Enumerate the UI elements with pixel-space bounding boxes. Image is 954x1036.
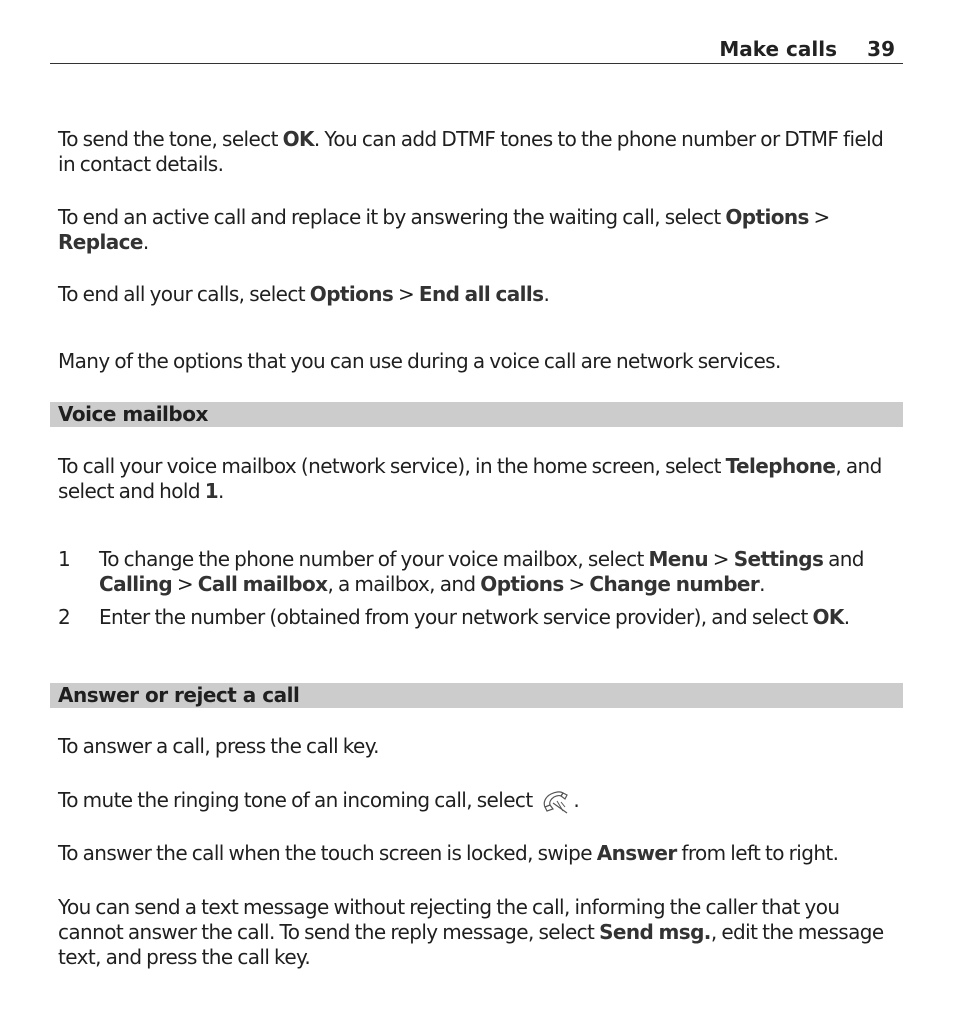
paragraph-mute-ringing: To mute the ringing tone of an incoming call, select . — [58, 787, 903, 815]
answer-keyword: Answer — [596, 841, 677, 865]
paragraph-send-tone: To send the tone, select OK. You can add DTMF tones to the phone number or DTMF field in contact details. — [58, 127, 884, 176]
section-title: Voice mailbox — [58, 402, 208, 426]
end-all-calls-keyword: End all calls — [418, 282, 544, 306]
paragraph-answer-call: To answer a call, press the call key. — [58, 734, 379, 758]
replace-keyword: Replace — [58, 230, 143, 254]
list-item — [58, 547, 903, 599]
send-msg-keyword: Send msg. — [599, 920, 711, 944]
paragraph-locked-answer: To answer the call when the touch screen is locked, swipe Answer from left to right. — [58, 841, 839, 865]
options-keyword: Options — [725, 205, 809, 229]
page-number: 39 — [867, 37, 895, 61]
page-header — [50, 36, 903, 64]
paragraph-call-mailbox: To call your voice mailbox (network service), in the home screen, select Telephone, and select and hold 1. — [58, 454, 882, 503]
step-number: 2 — [58, 605, 71, 629]
ok-keyword: OK — [282, 127, 314, 151]
step-text: Enter the number (obtained from your network service provider), and select OK. — [99, 605, 850, 629]
step-number: 1 — [58, 547, 71, 571]
paragraph-send-message: You can send a text message without rejecting the call, informing the caller that you cannot answer the call. To send the reply message, select Send msg., edit the message text, and press the call key. — [58, 895, 884, 969]
section-heading-answer-reject — [50, 683, 903, 708]
options-keyword: Options — [309, 282, 394, 306]
silence-phone-icon — [539, 787, 571, 815]
list-item — [58, 605, 903, 657]
paragraph-end-all: To end all your calls, select Options > End all calls. — [58, 282, 550, 306]
paragraph-replace-call: To end an active call and replace it by answering the waiting call, select Options > Replace. — [58, 205, 830, 254]
step-text: To change the phone number of your voice mailbox, select Menu > Settings and Calling > Call mailbox, a mailbox, and Options > Change number. — [99, 547, 864, 596]
section-title: Answer or reject a call — [58, 683, 300, 707]
section-heading-voice-mailbox — [50, 402, 903, 427]
paragraph-network-services: Many of the options that you can use during a voice call are network services. — [58, 349, 781, 373]
chapter-title: Make calls — [719, 37, 837, 61]
telephone-keyword: Telephone — [725, 454, 836, 478]
key-one-keyword: 1 — [204, 479, 219, 503]
